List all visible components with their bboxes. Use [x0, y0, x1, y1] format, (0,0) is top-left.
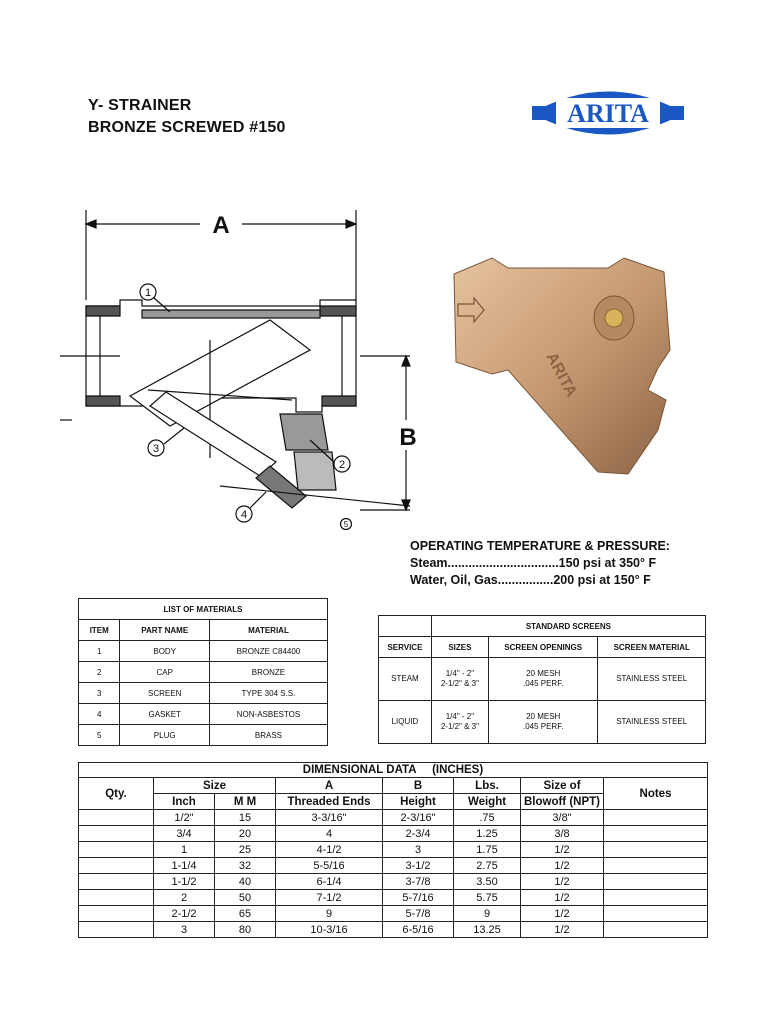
screens-header: SERVICE: [379, 637, 432, 658]
cross-section-drawing: [60, 200, 430, 530]
svg-text:3: 3: [152, 443, 160, 455]
table-cell: 4: [79, 704, 120, 725]
table-cell: [604, 890, 708, 906]
table-cell: 1/2: [521, 874, 604, 890]
header-blowoff: Size of: [521, 778, 604, 794]
table-cell: 2: [79, 662, 120, 683]
table-cell: 32: [215, 858, 276, 874]
table-cell: 3-7/8: [383, 874, 454, 890]
table-cell: STAINLESS STEEL: [598, 658, 706, 701]
table-cell: [79, 858, 154, 874]
table-cell: 20 MESH .045 PERF.: [488, 701, 598, 744]
table-cell: 5-7/16: [383, 890, 454, 906]
header-threaded-ends: Threaded Ends: [276, 794, 383, 810]
screens-header: SCREEN OPENINGS: [488, 637, 598, 658]
dimensional-title: DIMENSIONAL DATA (INCHES): [79, 763, 708, 778]
table-cell: 2-3/16": [383, 810, 454, 826]
table-cell: 2-1/2: [154, 906, 215, 922]
table-cell: STEAM: [379, 658, 432, 701]
operating-row-water: Water, Oil, Gas ................ 200 psi at 150° F: [410, 573, 651, 587]
table-cell: [79, 906, 154, 922]
table-row: [79, 662, 328, 683]
arita-logo: [528, 84, 688, 142]
header-lbs: Lbs.: [454, 778, 521, 794]
materials-table: [78, 598, 328, 746]
table-cell: BODY: [120, 641, 209, 662]
table-row: [79, 810, 708, 826]
table-cell: STAINLESS STEEL: [598, 701, 706, 744]
operating-heading: OPERATING TEMPERATURE & PRESSURE:: [410, 539, 670, 553]
table-cell: 1/2: [521, 906, 604, 922]
table-row: [379, 701, 706, 744]
screens-title: STANDARD SCREENS: [431, 616, 705, 637]
table-cell: [79, 842, 154, 858]
table-cell: LIQUID: [379, 701, 432, 744]
table-cell: [604, 922, 708, 938]
table-cell: 5-5/16: [276, 858, 383, 874]
svg-text:4: 4: [240, 509, 248, 521]
table-cell: 1.25: [454, 826, 521, 842]
materials-title: LIST OF MATERIALS: [79, 599, 328, 620]
table-cell: 1/2: [521, 890, 604, 906]
table-row: [79, 826, 708, 842]
svg-text:5: 5: [343, 520, 349, 529]
header-inch: Inch: [154, 794, 215, 810]
table-row: [79, 704, 328, 725]
table-row: [79, 683, 328, 704]
table-row: [79, 725, 328, 746]
header-b: B: [383, 778, 454, 794]
table-cell: 1-1/2: [154, 874, 215, 890]
logo-text: ARITA: [567, 99, 649, 128]
screens-header: SIZES: [431, 637, 488, 658]
table-row: [79, 858, 708, 874]
header-height: Height: [383, 794, 454, 810]
table-cell: 1/4" - 2" 2-1/2" & 3": [431, 658, 488, 701]
table-cell: [604, 826, 708, 842]
table-cell: PLUG: [120, 725, 209, 746]
screens-header: SCREEN MATERIAL: [598, 637, 706, 658]
table-cell: 3/8": [521, 810, 604, 826]
title-line-1: Y- STRAINER: [88, 97, 192, 114]
table-row: [379, 658, 706, 701]
table-cell: 65: [215, 906, 276, 922]
operating-conditions: [410, 538, 670, 589]
table-cell: 1/2: [521, 922, 604, 938]
header-notes: Notes: [604, 778, 708, 810]
table-cell: 20 MESH .045 PERF.: [488, 658, 598, 701]
table-cell: 4: [276, 826, 383, 842]
table-cell: CAP: [120, 662, 209, 683]
table-cell: 80: [215, 922, 276, 938]
header-size: Size: [154, 778, 276, 794]
dimensional-data-table: [78, 762, 708, 938]
table-cell: [604, 858, 708, 874]
table-cell: 2-3/4: [383, 826, 454, 842]
table-cell: 1/2: [521, 858, 604, 874]
table-cell: [79, 890, 154, 906]
table-cell: 1-1/4: [154, 858, 215, 874]
table-cell: 3: [79, 683, 120, 704]
table-cell: [79, 922, 154, 938]
table-cell: 1: [154, 842, 215, 858]
photo-cast-text: ARITA: [542, 349, 580, 400]
table-cell: 3/8: [521, 826, 604, 842]
table-cell: [79, 826, 154, 842]
table-cell: 6-5/16: [383, 922, 454, 938]
title-line-2: BRONZE SCREWED #150: [88, 119, 286, 136]
materials-header: ITEM: [79, 620, 120, 641]
header-blowoff-npt: Blowoff (NPT): [521, 794, 604, 810]
table-cell: 9: [454, 906, 521, 922]
table-cell: [79, 810, 154, 826]
table-cell: 7-1/2: [276, 890, 383, 906]
table-row: [79, 874, 708, 890]
table-cell: NON-ASBESTOS: [209, 704, 327, 725]
header-qty: Qty.: [79, 778, 154, 810]
table-cell: [604, 842, 708, 858]
table-cell: TYPE 304 S.S.: [209, 683, 327, 704]
table-cell: [604, 906, 708, 922]
svg-text:2: 2: [338, 459, 346, 471]
table-cell: 50: [215, 890, 276, 906]
table-cell: 3: [154, 922, 215, 938]
table-cell: .75: [454, 810, 521, 826]
operating-row-steam: Steam ................................ 150 psi at 350° F: [410, 556, 657, 570]
header-weight: Weight: [454, 794, 521, 810]
table-cell: 6-1/4: [276, 874, 383, 890]
table-cell: 5-7/8: [383, 906, 454, 922]
product-photo: [448, 250, 674, 480]
table-cell: 1/4" - 2" 2-1/2" & 3": [431, 701, 488, 744]
table-cell: BRASS: [209, 725, 327, 746]
table-cell: 25: [215, 842, 276, 858]
table-cell: 1: [79, 641, 120, 662]
header-mm: M M: [215, 794, 276, 810]
table-cell: 3/4: [154, 826, 215, 842]
header-a: A: [276, 778, 383, 794]
table-cell: 9: [276, 906, 383, 922]
table-cell: 2.75: [454, 858, 521, 874]
table-cell: 15: [215, 810, 276, 826]
table-cell: 13.25: [454, 922, 521, 938]
table-cell: 3: [383, 842, 454, 858]
table-cell: 3-3/16": [276, 810, 383, 826]
materials-header: PART NAME: [120, 620, 209, 641]
table-cell: BRONZE C84400: [209, 641, 327, 662]
table-cell: 1.75: [454, 842, 521, 858]
table-cell: SCREEN: [120, 683, 209, 704]
table-cell: BRONZE: [209, 662, 327, 683]
table-row: [79, 842, 708, 858]
dim-b-label: B: [399, 424, 417, 451]
table-cell: 1/2: [521, 842, 604, 858]
table-cell: 20: [215, 826, 276, 842]
table-cell: 10-3/16: [276, 922, 383, 938]
standard-screens-table: [378, 615, 706, 744]
table-cell: 1/2": [154, 810, 215, 826]
table-cell: [604, 810, 708, 826]
table-cell: GASKET: [120, 704, 209, 725]
svg-text:1: 1: [144, 287, 152, 299]
table-cell: 40: [215, 874, 276, 890]
table-cell: 2: [154, 890, 215, 906]
table-cell: 4-1/2: [276, 842, 383, 858]
table-cell: 3.50: [454, 874, 521, 890]
table-row: [79, 922, 708, 938]
table-cell: [604, 874, 708, 890]
table-cell: [79, 874, 154, 890]
dim-a-label: A: [212, 212, 230, 239]
table-row: [79, 890, 708, 906]
table-row: [79, 641, 328, 662]
table-cell: 5.75: [454, 890, 521, 906]
materials-header: MATERIAL: [209, 620, 327, 641]
table-cell: 5: [79, 725, 120, 746]
table-row: [79, 906, 708, 922]
table-cell: 3-1/2: [383, 858, 454, 874]
document-title: [88, 95, 286, 139]
